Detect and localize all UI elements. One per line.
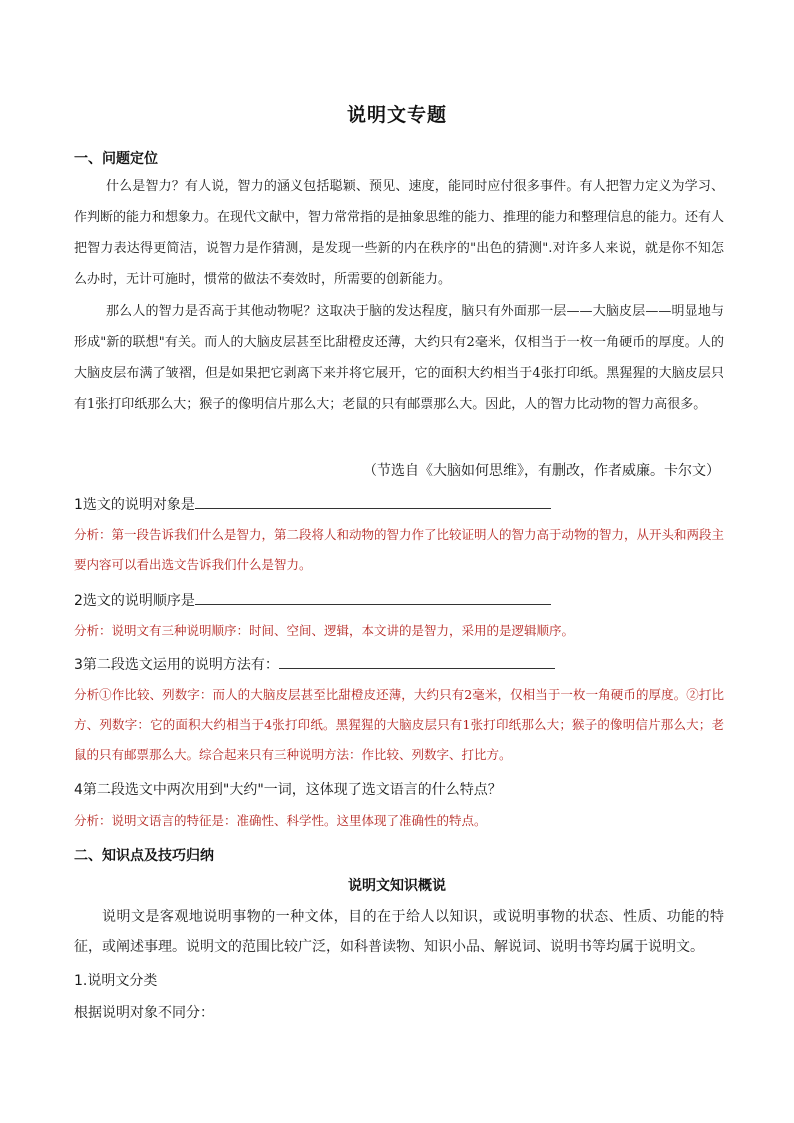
- question-1: [74, 494, 551, 514]
- knowledge-item-2: 根据说明对象不同分：: [74, 1005, 214, 1021]
- analysis-2: 分析：说明文有三种说明顺序：时间、空间、逻辑，本文讲的是智力，采用的是逻辑顺序。: [74, 623, 575, 638]
- question-3: [74, 654, 555, 674]
- knowledge-subtitle: 说明文知识概说: [348, 878, 446, 894]
- answer-blank-3[interactable]: [279, 654, 555, 669]
- analysis-3: 分析①作比较、列数字：而人的大脑皮层甚至比甜橙皮还薄，大约只有2毫米，仅相当于一枚一角硬币的厚度。②打比方、列数字：它的面积大约相当于4张打印纸。黑猩猩的大脑皮层只有1张打印纸那么大；猴子的像明信片那么大；老鼠的只有邮票那么大。综合起来只有三种说明方法：作比较、列数字、打比方。: [74, 687, 724, 762]
- knowledge-intro: 说明文是客观地说明事物的一种文体，目的在于给人以知识，或说明事物的状态、性质、功能的特征，或阐述事理。说明文的范围比较广泛，如科普读物、知识小品、解说词、说明书等均属于说明文。: [74, 909, 724, 955]
- question-1-prompt: 1选文的说明对象是: [74, 497, 195, 513]
- passage-paragraph-1: 什么是智力？有人说，智力的涵义包括聪颖、预见、速度，能同时应付很多事件。有人把智力定义为学习、作判断的能力和想象力。在现代文献中，智力常常指的是抽象思维的能力、推理的能力和整理信息的能力。还有人把智力表达得更简洁，说智力是作猜测，是发现一些新的内在秩序的"出色的猜测".对许多人来说，就是你不知怎么办时，无计可施时，惯常的做法不奏效时，所需要的创新能力。: [74, 179, 725, 287]
- knowledge-item-1: 1.说明文分类: [74, 973, 158, 989]
- page-title: 说明文专题: [346, 104, 447, 126]
- section-heading-problem-positioning: 一、问题定位: [74, 151, 158, 167]
- analysis-1: 分析：第一段告诉我们什么是智力，第二段将人和动物的智力作了比较证明人的智力高于动物的智力，从开头和两段主要内容可以看出选文告诉我们什么是智力。: [74, 527, 725, 572]
- question-2-prompt: 2选文的说明顺序是: [74, 593, 195, 609]
- passage-paragraph-2: 那么人的智力是否高于其他动物呢？这取决于脑的发达程度，脑只有外面那一层——大脑皮层——明显地与形成"新的联想"有关。而人的大脑皮层甚至比甜橙皮还薄，大约只有2毫米，仅相当于一枚一角硬币的厚度。人的大脑皮层布满了皱褶，但是如果把它剥离下来并将它展开，它的面积大约相当于4张打印纸。黑猩猩的大脑皮层只有1张打印纸那么大；猴子的像明信片那么大；老鼠的只有邮票那么大。因此，人的智力比动物的智力高很多。: [74, 304, 724, 412]
- question-3-prompt: 3第二段选文运用的说明方法有：: [74, 657, 279, 673]
- question-4-prompt: 4第二段选文中两次用到"大约"一词，这体现了选文语言的什么特点？: [74, 782, 502, 798]
- question-2: [74, 590, 551, 610]
- answer-blank-1[interactable]: [195, 494, 551, 509]
- passage-source: （节选自《大脑如何思维》，有删改，作者威廉。卡尔文）: [363, 463, 720, 479]
- answer-blank-2[interactable]: [195, 590, 551, 605]
- section-heading-knowledge: 二、知识点及技巧归纳: [74, 848, 214, 864]
- question-4: [74, 779, 502, 799]
- analysis-4: 分析：说明文语言的特征是：准确性、科学性。这里体现了准确性的特点。: [74, 813, 487, 828]
